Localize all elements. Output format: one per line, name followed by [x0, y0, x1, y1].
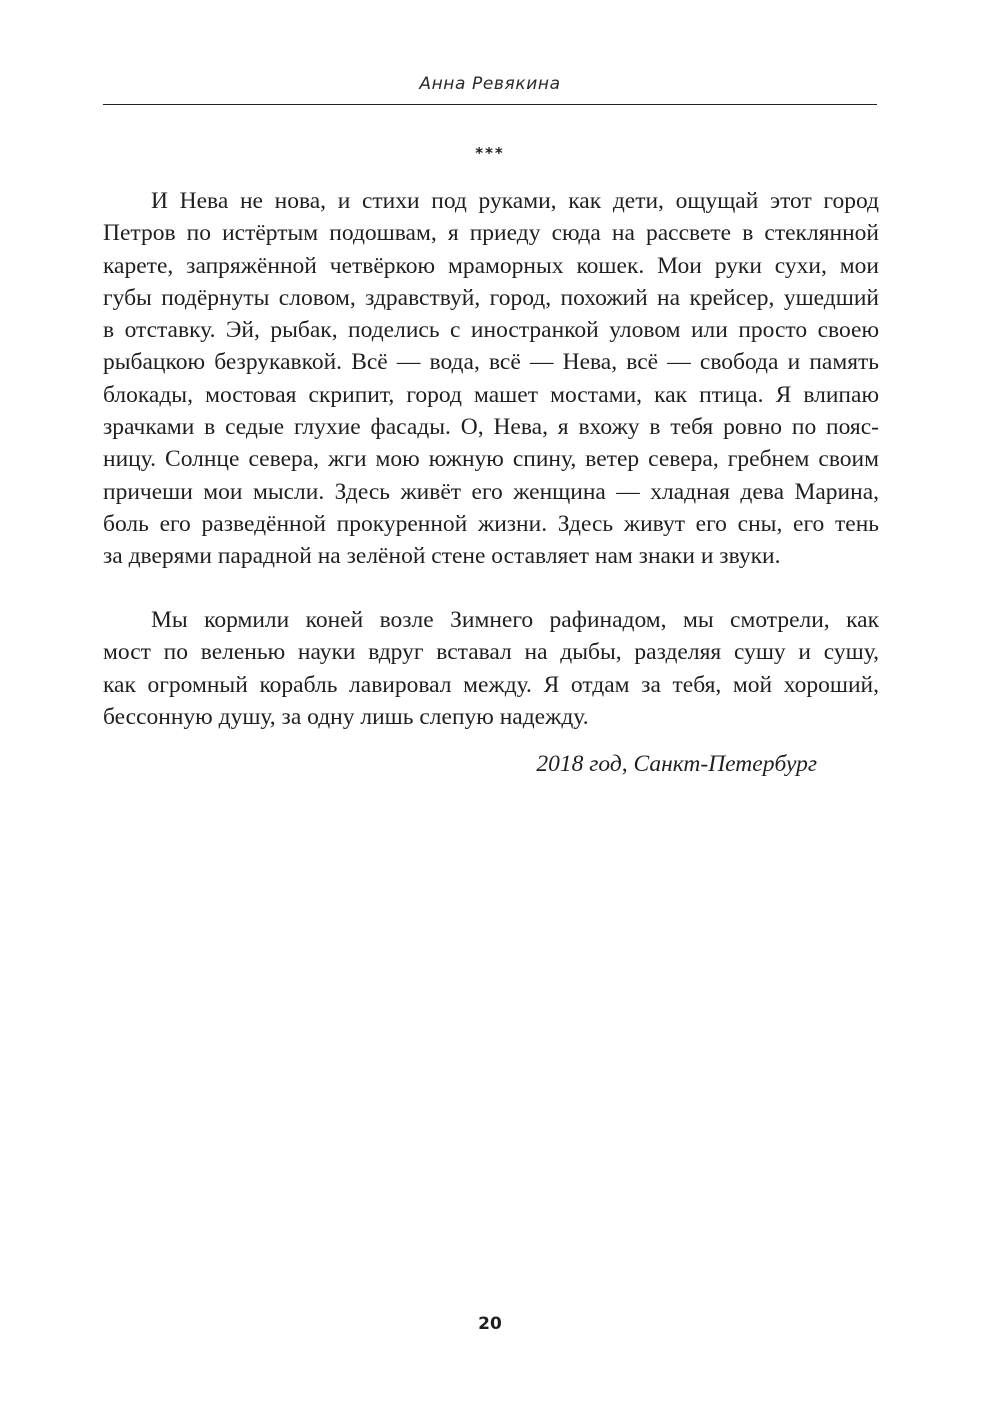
poem-dateline: 2018 год, Санкт-Петербург [536, 751, 817, 777]
text-line: блокады, мостовая скрипит, город машет мостами, как птица. Я влипаю [103, 381, 879, 408]
text-line: рыбацкою безрукавкой. Всё — вода, всё — Нева, всё — свобода и память [103, 349, 879, 376]
text-line: губы подёрнуты словом, здравствуй, город, похожий на крейсер, ушедший [103, 284, 879, 311]
section-asterism: *** [475, 144, 505, 162]
text-line: мост по веленью науки вдруг вставал на дыбы, разделяя сушу и сушу, [103, 639, 879, 666]
text-line: зрачками в седые глухие фасады. О, Нева, я вхожу в тебя ровно по пояс- [103, 414, 879, 441]
running-head-author: Анна Ревякина [419, 74, 561, 94]
page-number: 20 [478, 1314, 502, 1334]
poem-paragraph-1 [103, 185, 879, 573]
text-line: причеши мои мысли. Здесь живёт его женщина — хладная дева Марина, [103, 478, 879, 505]
text-line: бессонную душу, за одну лишь слепую надежду. [103, 703, 589, 730]
header-rule [103, 104, 877, 105]
text-line: карете, запряжённой четвёркою мраморных кошек. Мои руки сухи, мои [103, 252, 879, 279]
text-line: ницу. Солнце севера, жги мою южную спину, ветер севера, гребнем своим [103, 446, 879, 473]
poem-paragraph-2 [103, 604, 879, 733]
text-line: И Нева не нова, и стихи под руками, как дети, ощущай этот город [151, 188, 879, 214]
text-line: как огромный корабль лавировал между. Я отдам за тебя, мой хороший, [103, 671, 879, 698]
text-line: Мы кормили коней возле Зимнего рафинадом, мы смотрели, как [151, 607, 879, 633]
text-line: в отставку. Эй, рыбак, поделись с иностранкой уловом или просто своею [103, 317, 879, 344]
text-line: боль его разведённой прокуренной жизни. Здесь живут его сны, его тень [103, 510, 879, 537]
text-line: Петров по истёртым подошвам, я приеду сюда на рассвете в стеклянной [103, 220, 879, 247]
text-line: за дверями парадной на зелёной стене оставляет нам знаки и звуки. [103, 543, 781, 570]
